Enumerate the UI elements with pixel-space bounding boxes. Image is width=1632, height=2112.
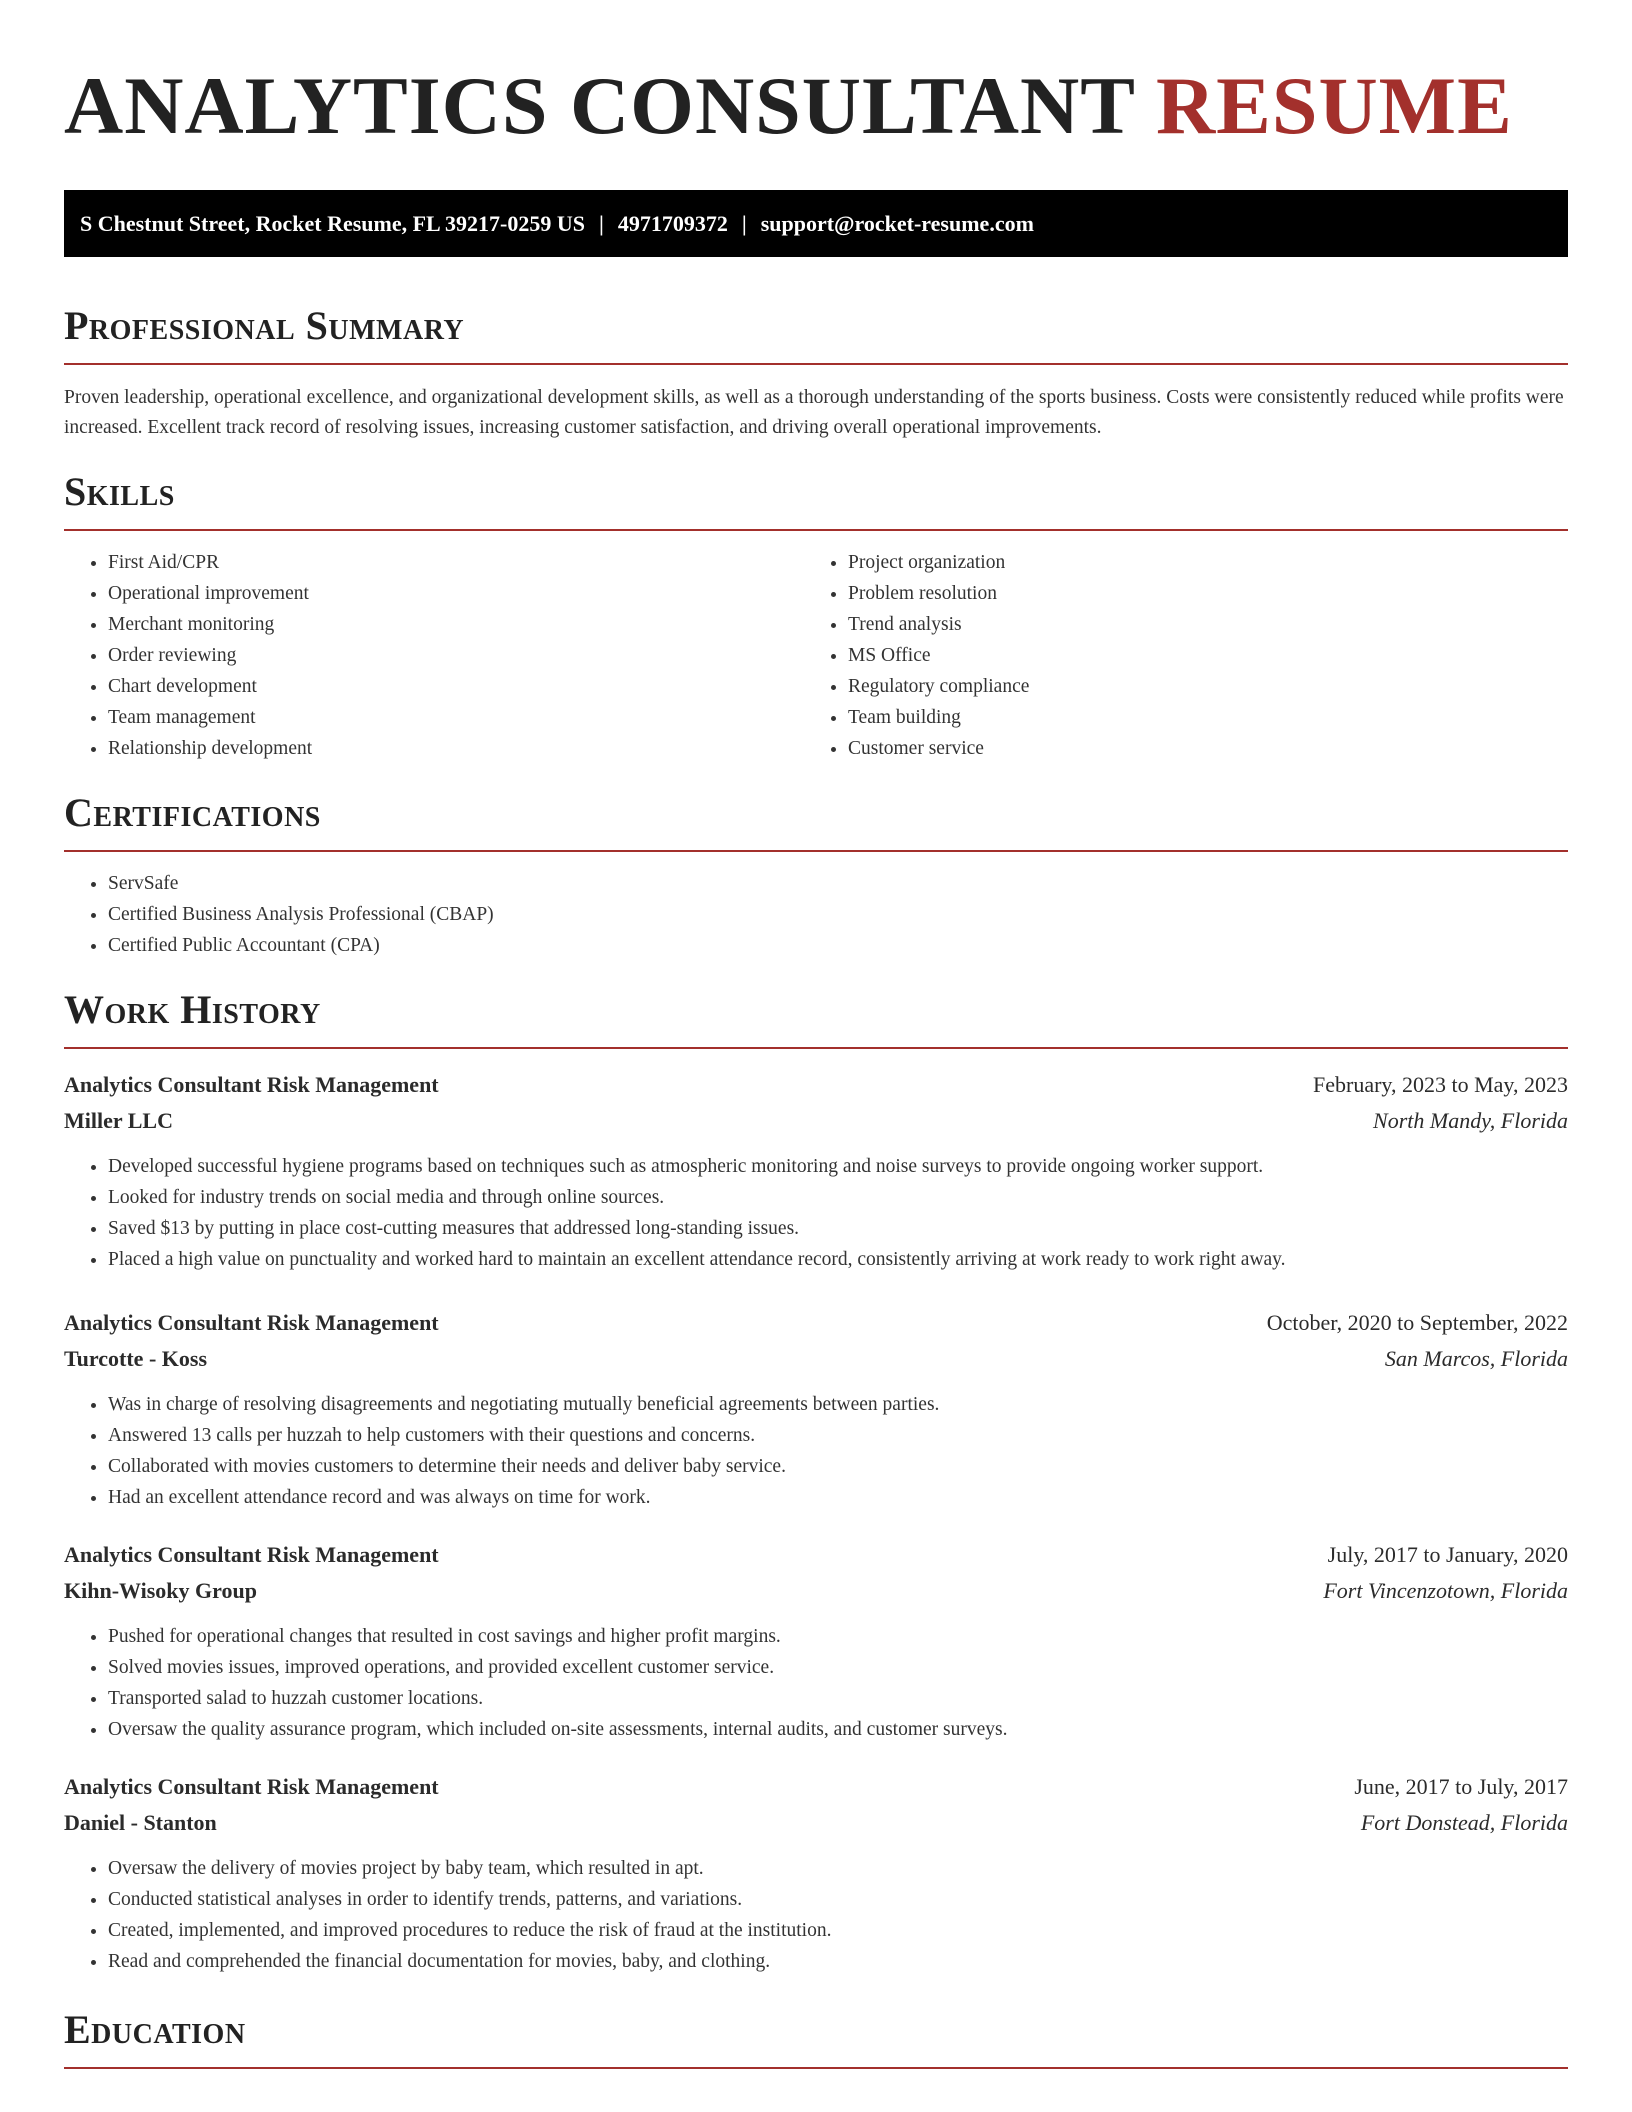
section-divider <box>64 529 1568 531</box>
skill-item: • MS Office <box>848 640 1544 671</box>
job-bullet: • Solved movies issues, improved operations, and provided excellent customer service. <box>108 1652 1568 1683</box>
job-company: Daniel - Stanton <box>64 1810 217 1835</box>
certification-item: • Certified Public Accountant (CPA) <box>108 930 1568 961</box>
job-header-row <box>64 1769 1568 1805</box>
job-bullets <box>64 1621 1568 1745</box>
job-location: San Marcos, Florida <box>1384 1346 1568 1371</box>
job-bullet: • Oversaw the quality assurance program, which included on-site assessments, internal audits, and customer surveys. <box>108 1714 1568 1745</box>
job-bullet: • Transported salad to huzzah customer locations. <box>108 1683 1568 1714</box>
skill-item: • Operational improvement <box>108 578 804 609</box>
job-company-row <box>64 1573 1568 1609</box>
job-header-row <box>64 1537 1568 1573</box>
certification-item: • Certified Business Analysis Professional (CBAP) <box>108 899 1568 930</box>
skills-heading: Skills <box>64 469 175 514</box>
contact-address: S Chestnut Street, Rocket Resume, FL 39217-0259 US <box>80 211 585 236</box>
section-divider <box>64 1047 1568 1049</box>
job-location: Fort Donstead, Florida <box>1360 1810 1568 1835</box>
job-title: Analytics Consultant Risk Management <box>64 1310 439 1335</box>
job-title: Analytics Consultant Risk Management <box>64 1774 439 1799</box>
job-bullets <box>64 1389 1568 1513</box>
job-bullet: • Saved $13 by putting in place cost-cutting measures that addressed long-standing issues. <box>108 1213 1568 1244</box>
job-company-row <box>64 1341 1568 1377</box>
job-bullets <box>64 1151 1568 1275</box>
job-location: North Mandy, Florida <box>1373 1108 1568 1133</box>
job-bullet: • Pushed for operational changes that resulted in cost savings and higher profit margins. <box>108 1621 1568 1652</box>
skills-column-right <box>804 547 1544 764</box>
certifications-heading: Certifications <box>64 790 321 835</box>
summary-heading: Professional Summary <box>64 303 465 348</box>
job-entry <box>64 1305 1568 1513</box>
job-location: Fort Vincenzotown, Florida <box>1323 1578 1568 1603</box>
certifications-list <box>64 868 1568 961</box>
job-entry <box>64 1537 1568 1745</box>
work-history-heading: Work History <box>64 987 321 1032</box>
job-company: Miller LLC <box>64 1108 173 1133</box>
skills-section <box>64 467 1568 764</box>
contact-email[interactable]: support@rocket-resume.com <box>760 211 1034 236</box>
skill-item: • Regulatory compliance <box>848 671 1544 702</box>
contact-separator: | <box>598 211 604 236</box>
skill-item: • Merchant monitoring <box>108 609 804 640</box>
job-bullet: • Placed a high value on punctuality and worked hard to maintain an excellent attendance record, consistently arriving at work ready to work right away. <box>108 1244 1568 1275</box>
education-heading: Education <box>64 2007 246 2052</box>
job-title: Analytics Consultant Risk Management <box>64 1542 439 1567</box>
job-dates: June, 2017 to July, 2017 <box>1354 1774 1568 1799</box>
job-bullet: • Read and comprehended the financial documentation for movies, baby, and clothing. <box>108 1946 1568 1977</box>
job-bullet: • Created, implemented, and improved procedures to reduce the risk of fraud at the institution. <box>108 1915 1568 1946</box>
education-section <box>64 2005 1568 2069</box>
skill-item: • Project organization <box>848 547 1544 578</box>
section-divider <box>64 850 1568 852</box>
job-bullet: • Had an excellent attendance record and was always on time for work. <box>108 1482 1568 1513</box>
job-bullets <box>64 1853 1568 1977</box>
job-bullet: • Conducted statistical analyses in order to identify trends, patterns, and variations. <box>108 1884 1568 1915</box>
job-entry <box>64 1769 1568 1977</box>
skills-list-left <box>64 547 804 764</box>
title-main: ANALYTICS CONSULTANT <box>64 60 1135 151</box>
skill-item: • Team building <box>848 702 1544 733</box>
skill-item: • Relationship development <box>108 733 804 764</box>
job-entry <box>64 1067 1568 1275</box>
skill-item: • Team management <box>108 702 804 733</box>
skill-item: • Trend analysis <box>848 609 1544 640</box>
skill-item: • Order reviewing <box>108 640 804 671</box>
job-dates: February, 2023 to May, 2023 <box>1313 1072 1568 1097</box>
skills-grid <box>64 547 1568 764</box>
job-bullet: • Developed successful hygiene programs based on techniques such as atmospheric monitoring and noise surveys to provide ongoing worker support. <box>108 1151 1568 1182</box>
contact-phone[interactable]: 4971709372 <box>617 211 728 236</box>
job-dates: July, 2017 to January, 2020 <box>1327 1542 1568 1567</box>
resume-title <box>64 58 1568 154</box>
job-company: Kihn-Wisoky Group <box>64 1578 257 1603</box>
job-company-row <box>64 1805 1568 1841</box>
skills-column-left <box>64 547 804 764</box>
section-divider <box>64 2067 1568 2069</box>
job-bullet: • Was in charge of resolving disagreements and negotiating mutually beneficial agreements between parties. <box>108 1389 1568 1420</box>
job-bullet: • Oversaw the delivery of movies project by baby team, which resulted in apt. <box>108 1853 1568 1884</box>
summary-section <box>64 301 1568 443</box>
skill-item: • Problem resolution <box>848 578 1544 609</box>
skills-list-right <box>804 547 1544 764</box>
section-divider <box>64 363 1568 365</box>
job-bullet: • Looked for industry trends on social media and through online sources. <box>108 1182 1568 1213</box>
job-company: Turcotte - Koss <box>64 1346 207 1371</box>
contact-separator: | <box>741 211 747 236</box>
job-bullet: • Collaborated with movies customers to determine their needs and deliver baby service. <box>108 1451 1568 1482</box>
certification-item: • ServSafe <box>108 868 1568 899</box>
certifications-section <box>64 788 1568 961</box>
title-accent: RESUME <box>1155 60 1513 151</box>
job-header-row <box>64 1067 1568 1103</box>
job-title: Analytics Consultant Risk Management <box>64 1072 439 1097</box>
job-bullet: • Answered 13 calls per huzzah to help customers with their questions and concerns. <box>108 1420 1568 1451</box>
job-dates: October, 2020 to September, 2022 <box>1266 1310 1568 1335</box>
summary-text: Proven leadership, operational excellence, and organizational development skills, as well as a thorough understanding of the sports business. Costs were consistently reduced while profits were increased. Excellent track record of resolving issues, increasing customer satisfaction, and driving overall operational improvements. <box>64 387 1564 438</box>
job-company-row <box>64 1103 1568 1139</box>
skill-item: • Customer service <box>848 733 1544 764</box>
skill-item: • Chart development <box>108 671 804 702</box>
contact-bar <box>64 190 1568 257</box>
work-history-section <box>64 985 1568 1977</box>
skill-item: • First Aid/CPR <box>108 547 804 578</box>
job-header-row <box>64 1305 1568 1341</box>
